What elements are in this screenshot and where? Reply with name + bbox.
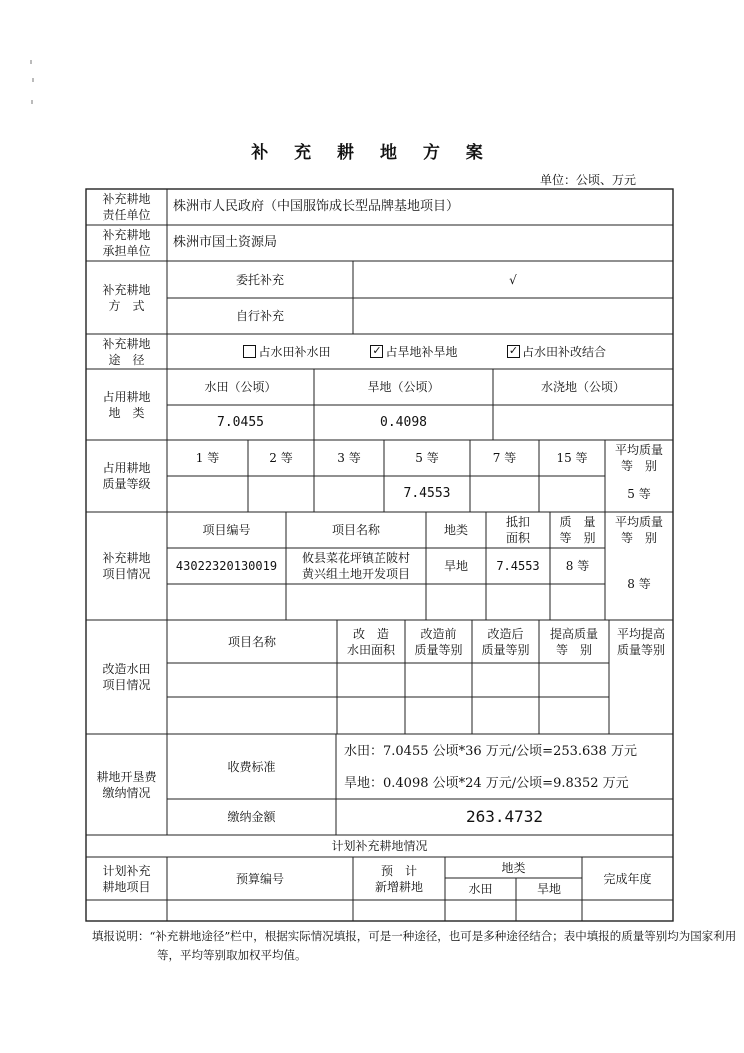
quality-header-2: 2 等: [269, 451, 293, 465]
value-irrigated: [493, 405, 673, 440]
fee-standard-line-2: 旱地：0.4098 公顷*24 万元/公顷=9.8352 万元: [344, 776, 629, 791]
paddy-label: 改造水田 项目情况: [102, 662, 151, 692]
project-area: 7.4553: [496, 559, 540, 573]
scan-mark: [30, 60, 32, 64]
scan-mark: [31, 100, 33, 104]
fee-amount-label: 缴纳金额: [227, 810, 276, 824]
header-irrigated: 水浇地（公顷）: [540, 380, 625, 394]
purpose-option-paddy-to-paddy[interactable]: 占水田补水田: [232, 334, 342, 369]
checkbox-icon[interactable]: [243, 345, 256, 358]
project-number: 43022320130019: [175, 559, 278, 573]
method-entrusted-label: 委托补充: [235, 272, 284, 287]
header-paddy: 水田（公顷）: [204, 380, 277, 394]
undertaker-value: 株洲市国土资源局: [173, 235, 278, 250]
fee-amount-value: 263.4732: [465, 807, 544, 826]
method-self-label: 自行补充: [235, 309, 284, 323]
quality-header-1: 1 等: [195, 451, 220, 465]
method-entrusted-mark: √: [509, 272, 517, 287]
plan-dry: 旱地: [536, 882, 561, 896]
quality-header-3: 3 等: [337, 451, 361, 465]
checkbox-checked-icon[interactable]: ✓: [372, 344, 382, 357]
project-grade: 8 等: [565, 559, 590, 573]
header-dry: 旱地（公顷）: [367, 380, 440, 394]
quality-header-5: 5 等: [415, 451, 439, 465]
project-label: 补充耕地 项目情况: [102, 551, 151, 581]
project-land-type: 旱地: [443, 559, 468, 573]
project-header-name: 项目名称: [331, 523, 380, 537]
project-header-area: 抵扣 面积: [505, 515, 530, 545]
project-header-type: 地类: [443, 523, 468, 537]
plan-heading: 计划补充耕地情况: [331, 839, 428, 853]
value-paddy: 7.0455: [217, 414, 264, 430]
plan-land-type: 地类: [501, 860, 526, 875]
paddy-header-after: 改造后 质量等别: [481, 626, 530, 657]
document-title: 补 充 耕 地 方 案: [251, 143, 493, 163]
paddy-header-area: 改 造 水田面积: [346, 626, 395, 657]
occupied-type-label: 占用耕地 地 类: [102, 389, 151, 420]
value-dry: 0.4098: [380, 414, 427, 430]
quality-header-7: 7 等: [492, 451, 517, 465]
plan-label: 计划补充 耕地项目: [102, 863, 151, 894]
quality-header-15: 15 等: [556, 451, 588, 465]
paddy-header-avg: 平均提高 质量等别: [616, 626, 665, 657]
checkbox-checked-icon[interactable]: ✓: [508, 344, 519, 357]
unit-label: 单位：公顷、万元: [540, 173, 637, 187]
quality-value-5: 7.4553: [403, 486, 451, 501]
project-avg-grade: 8 等: [627, 577, 651, 591]
project-header-avg: 平均质量 等 别: [614, 515, 663, 545]
paddy-header-before: 改造前 质量等别: [414, 626, 463, 657]
quality-header-avg: 平均质量 等 别: [614, 443, 663, 473]
paddy-header-name: 项目名称: [227, 634, 276, 649]
paddy-header-improve: 提高质量 等 别: [549, 626, 598, 657]
project-header-no: 项目编号: [202, 523, 251, 537]
quality-label: 占用耕地 质量等级: [102, 461, 151, 491]
responsible-unit-value: 株洲市人民政府（中国服饰成长型品牌基地项目）: [173, 199, 460, 214]
project-name: 攸县菜花坪镇芷陂村 黄兴组土地开发项目: [301, 551, 410, 581]
project-header-grade: 质 量 等 别: [559, 515, 596, 545]
fee-label: 耕地开垦费 缴纳情况: [96, 769, 157, 800]
plan-year: 完成年度: [603, 871, 652, 886]
quality-value-avg: 5 等: [627, 487, 651, 501]
undertaker-label: 补充耕地 承担单位: [102, 228, 151, 258]
method-label: 补充耕地 方 式: [102, 282, 151, 313]
plan-paddy: 水田: [468, 882, 493, 896]
plan-expected: 预 计 新增耕地: [374, 863, 423, 894]
fee-standard-label: 收费标准: [227, 759, 276, 774]
responsible-unit-label: 补充耕地 责任单位: [102, 192, 151, 222]
purpose-option-dry-to-dry[interactable]: ✓ 占旱地补旱地: [372, 344, 458, 359]
plan-budget-no: 预算编号: [235, 871, 284, 886]
scan-mark: [32, 78, 34, 82]
filling-instructions: 填报说明：“补充耕地途径”栏中，根据实际情况填报，可是一种途径，也可是多种途径结合；表中填报的质量等别均为国家利用等，平均等别取加权平均值。: [92, 929, 737, 962]
purpose-label: 补充耕地 途 径: [102, 336, 151, 367]
fee-standard-line-1: 水田：7.0455 公顷*36 万元/公顷=253.638 万元: [344, 744, 637, 759]
purpose-option-paddy-combined[interactable]: ✓ 占水田补改结合: [508, 344, 606, 359]
